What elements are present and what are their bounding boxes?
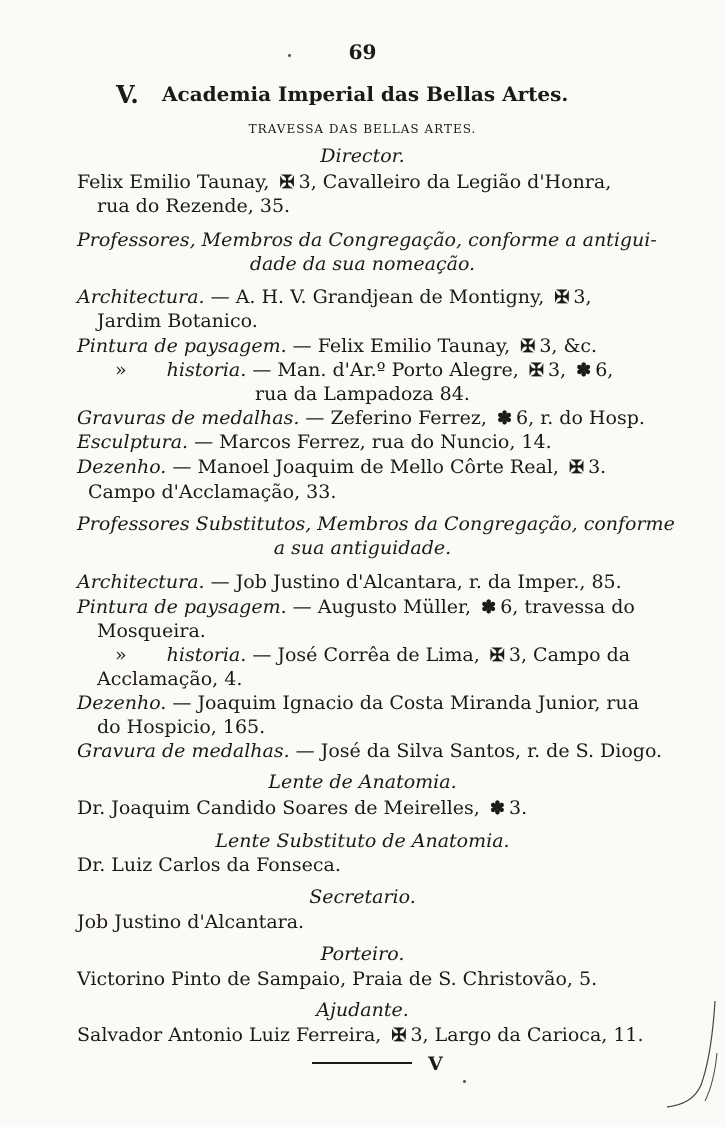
secretary-entry: Job Justino d'Alcantara. <box>77 911 305 933</box>
subject-label: Pintura de paysagem. <box>77 596 287 618</box>
entry-number: 3, Campo da <box>508 644 631 666</box>
substitutes-heading-1: Professores Substitutos, Membros da Congregação, conforme <box>77 513 675 535</box>
entry-text: — Marcos Ferrez, rua do Nuncio, 14. <box>188 431 552 453</box>
substitutes-heading-2: a sua antiguidade. <box>273 537 452 559</box>
sub-historia-line-2: Acclamação, 4. <box>97 668 243 690</box>
assistant-entry <box>77 1023 644 1048</box>
director-name: Felix Emilio Taunay, <box>77 171 276 193</box>
cross-icon: ✠ <box>279 172 295 193</box>
entry-text: — José da Silva Santos, r. de S. Diogo. <box>289 740 663 762</box>
entry-number: 3, <box>547 359 573 381</box>
entry-number: 3, <box>573 286 592 308</box>
subject-label: Pintura de paysagem. <box>77 335 287 357</box>
cross-icon: ✠ <box>520 336 536 357</box>
entry-text: — Man. d'Ar.º Porto Alegre, <box>246 359 525 381</box>
cross-icon: ✠ <box>489 645 505 666</box>
address: TRAVESSA DAS BELLAS ARTES. <box>248 122 477 136</box>
entry-number: 6, r. do Hosp. <box>516 407 645 429</box>
margin-check-mark: V. <box>116 80 139 109</box>
subject-label: historia. <box>166 644 247 666</box>
cross-icon: ✠ <box>528 360 544 381</box>
subject-label: Gravura de medalhas. <box>77 740 290 762</box>
ink-speck <box>288 54 291 57</box>
anatomy-sub-entry: Dr. Luiz Carlos da Fonseca. <box>77 854 341 876</box>
entry-text: Salvador Antonio Luiz Ferreira, <box>77 1024 388 1046</box>
director-honours: 3, Cavalleiro da Legião d'Honra, <box>298 171 612 193</box>
entry-number: 3. <box>588 456 607 478</box>
entry-number: 6, travessa do <box>500 596 635 618</box>
sub-dezenho-line-2: do Hospicio, 165. <box>97 716 266 738</box>
anatomy-sub-heading: Lente Substituto de Anatomia. <box>215 830 510 852</box>
sub-dezenho <box>77 691 639 715</box>
entry-text: — Manoel Joaquim de Mello Côrte Real, <box>166 456 565 478</box>
prof-dezenho <box>77 455 606 480</box>
end-mark: V <box>428 1053 443 1075</box>
subject-label: Esculptura. <box>77 431 189 453</box>
professors-heading-2: dade da sua nomeação. <box>249 253 476 275</box>
entry-text: — Zeferino Ferrez, <box>299 407 493 429</box>
subject-label: Gravuras de medalhas. <box>77 407 300 429</box>
sub-historia <box>115 643 630 668</box>
entry-number: 3, Largo da Carioca, 11. <box>410 1024 644 1046</box>
entry-number: 6, <box>595 359 614 381</box>
entry-number: 3. <box>508 797 528 819</box>
subject-label: Architectura. <box>77 571 205 593</box>
subject-label: Dezenho. <box>77 456 167 478</box>
director-line-2: rua do Rezende, 35. <box>97 195 291 217</box>
entry-text: — Augusto Müller, <box>286 596 478 618</box>
entry-text: — A. H. V. Grandjean de Montigny, <box>204 286 551 308</box>
subject-label: historia. <box>166 359 247 381</box>
ditto-mark: » <box>115 359 127 381</box>
cross-icon: ✠ <box>568 457 585 478</box>
prof-dezenho-line-2: Campo d'Acclamação, 33. <box>88 481 337 503</box>
sub-architectura <box>77 570 622 594</box>
cross-icon: ✠ <box>554 287 570 308</box>
porter-heading: Porteiro. <box>320 943 405 965</box>
secretary-heading: Secretario. <box>309 886 416 908</box>
prof-pintura <box>77 334 597 359</box>
prof-historia-line-2: rua da Lampadoza 84. <box>255 383 470 405</box>
entry-text: — Felix Emilio Taunay, <box>286 335 517 357</box>
professors-heading-1: Professores, Membros da Congregação, conforme a antigui- <box>77 229 657 251</box>
prof-architectura-line-2: Jardim Botanico. <box>97 310 258 332</box>
entry-text: — Job Justino d'Alcantara, r. da Imper., 85. <box>204 571 622 593</box>
anatomy-entry <box>77 796 527 821</box>
sub-pintura-line-2: Mosqueira. <box>97 620 206 642</box>
page-number: 69 <box>348 40 377 64</box>
sub-pintura <box>77 595 635 620</box>
director-heading: Director. <box>320 145 405 167</box>
ditto-mark: » <box>115 644 127 666</box>
rose-icon: ✽ <box>481 597 497 618</box>
entry-text: Dr. Joaquim Candido Soares de Meirelles, <box>77 797 486 819</box>
rose-icon: ✽ <box>489 798 505 819</box>
subject-label: Architectura. <box>77 286 205 308</box>
prof-historia <box>115 358 613 383</box>
entry-number: 3, &c. <box>539 335 598 357</box>
rose-icon: ✽ <box>496 408 513 429</box>
director-line-1 <box>77 170 611 195</box>
ink-speck <box>463 1080 466 1083</box>
end-rule <box>312 1062 412 1064</box>
porter-entry: Victorino Pinto de Sampaio, Praia de S. Christovão, 5. <box>77 968 598 990</box>
page-curl-edge <box>649 993 719 1113</box>
prof-esculptura <box>77 430 552 454</box>
assistant-heading: Ajudante. <box>316 999 409 1021</box>
rose-icon: ✽ <box>576 360 592 381</box>
page-title: Academia Imperial das Bellas Artes. <box>162 82 569 106</box>
sub-gravura <box>77 739 662 763</box>
prof-gravuras <box>77 406 645 431</box>
cross-icon: ✠ <box>391 1025 407 1046</box>
entry-text: — José Corrêa de Lima, <box>246 644 486 666</box>
subject-label: Dezenho. <box>77 692 167 714</box>
anatomy-heading: Lente de Anatomia. <box>268 771 457 793</box>
entry-text: — Joaquim Ignacio da Costa Miranda Junior, rua <box>166 692 640 714</box>
prof-architectura <box>77 285 592 310</box>
